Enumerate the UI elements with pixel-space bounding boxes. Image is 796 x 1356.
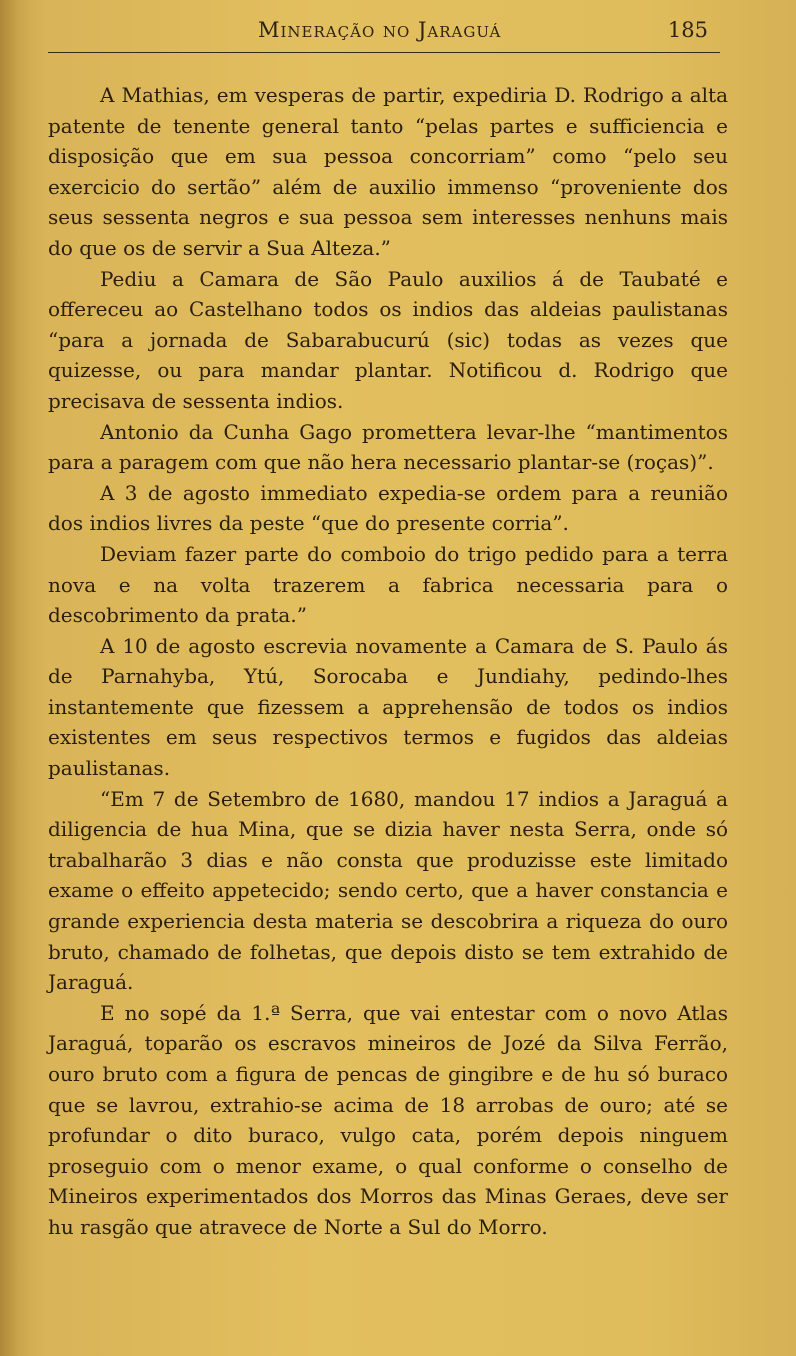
paragraph: Deviam fazer parte do comboio do trigo pedido para a terra nova e na volta trazerem a fabrica necessaria para o descobrimento da prata.” [48, 541, 728, 628]
paragraph: Antonio da Cunha Gago promettera levar-lhe “mantimentos para a paragem com que não hera necessario plantar-se (roças)”. [48, 419, 728, 475]
running-head: Mineração no Jaraguá [258, 18, 502, 42]
page-number: 185 [667, 18, 708, 42]
page-header [48, 18, 728, 48]
paragraph: Pediu a Camara de São Paulo auxilios á de Taubaté e offereceu ao Castelhano todos os indios das aldeias paulistanas “para a jornada de Sabarabucurú (sic) todas as vezes que quizesse, ou para mandar plantar. Notificou d. Rodrigo que precisava de sessenta indios. [48, 266, 728, 413]
body-text [48, 80, 728, 1243]
paragraph: E no sopé da 1.ª Serra, que vai entestar com o novo Atlas Jaraguá, toparão os escravos mineiros de Jozé da Silva Ferrão, ouro bruto com a figura de pencas de gingibre e de hu só buraco que se lavrou, extrahio-se acima de 18 arrobas de ouro; até se profundar o dito buraco, vulgo cata, porém depois ninguem proseguio com o menor exame, o qual conforme o conselho de Mineiros experimentados dos Morros das Minas Geraes, deve ser hu rasgão que atravece de Norte a Sul do Morro. [48, 1000, 728, 1239]
paragraph: “Em 7 de Setembro de 1680, mandou 17 indios a Jaraguá a diligencia de hua Mina, que se dizia haver nesta Serra, onde só trabalharão 3 dias e não consta que produzisse este limitado exame o effeito appetecido; sendo certo, que a haver constancia e grande experiencia desta materia se descobrira a riqueza do ouro bruto, chamado de folhetas, que depois disto se tem extrahido de Jaraguá. [48, 786, 728, 995]
paragraph: A Mathias, em vesperas de partir, expediria D. Rodrigo a alta patente de tenente general tanto “pelas partes e sufficiencia e disposição que em sua pessoa concorriam” como “pelo seu exercicio do sertão” além de auxilio immenso “proveniente dos seus sessenta negros e sua pessoa sem interesses nenhuns mais do que os de servir a Sua Alteza.” [48, 83, 728, 260]
paragraph: A 10 de agosto escrevia novamente a Camara de S. Paulo ás de Parnahyba, Ytú, Sorocaba e Jundiahy, pedindo-lhes instantemente que fizessem a apprehensão de todos os indios existentes em seus respectivos termos e fugidos das aldeias paulistanas. [48, 633, 728, 781]
header-rule [48, 52, 720, 53]
paragraph: A 3 de agosto immediato expedia-se ordem para a reunião dos indios livres da peste “que do presente corria”. [48, 480, 728, 536]
page-spine-shadow [0, 0, 30, 1356]
